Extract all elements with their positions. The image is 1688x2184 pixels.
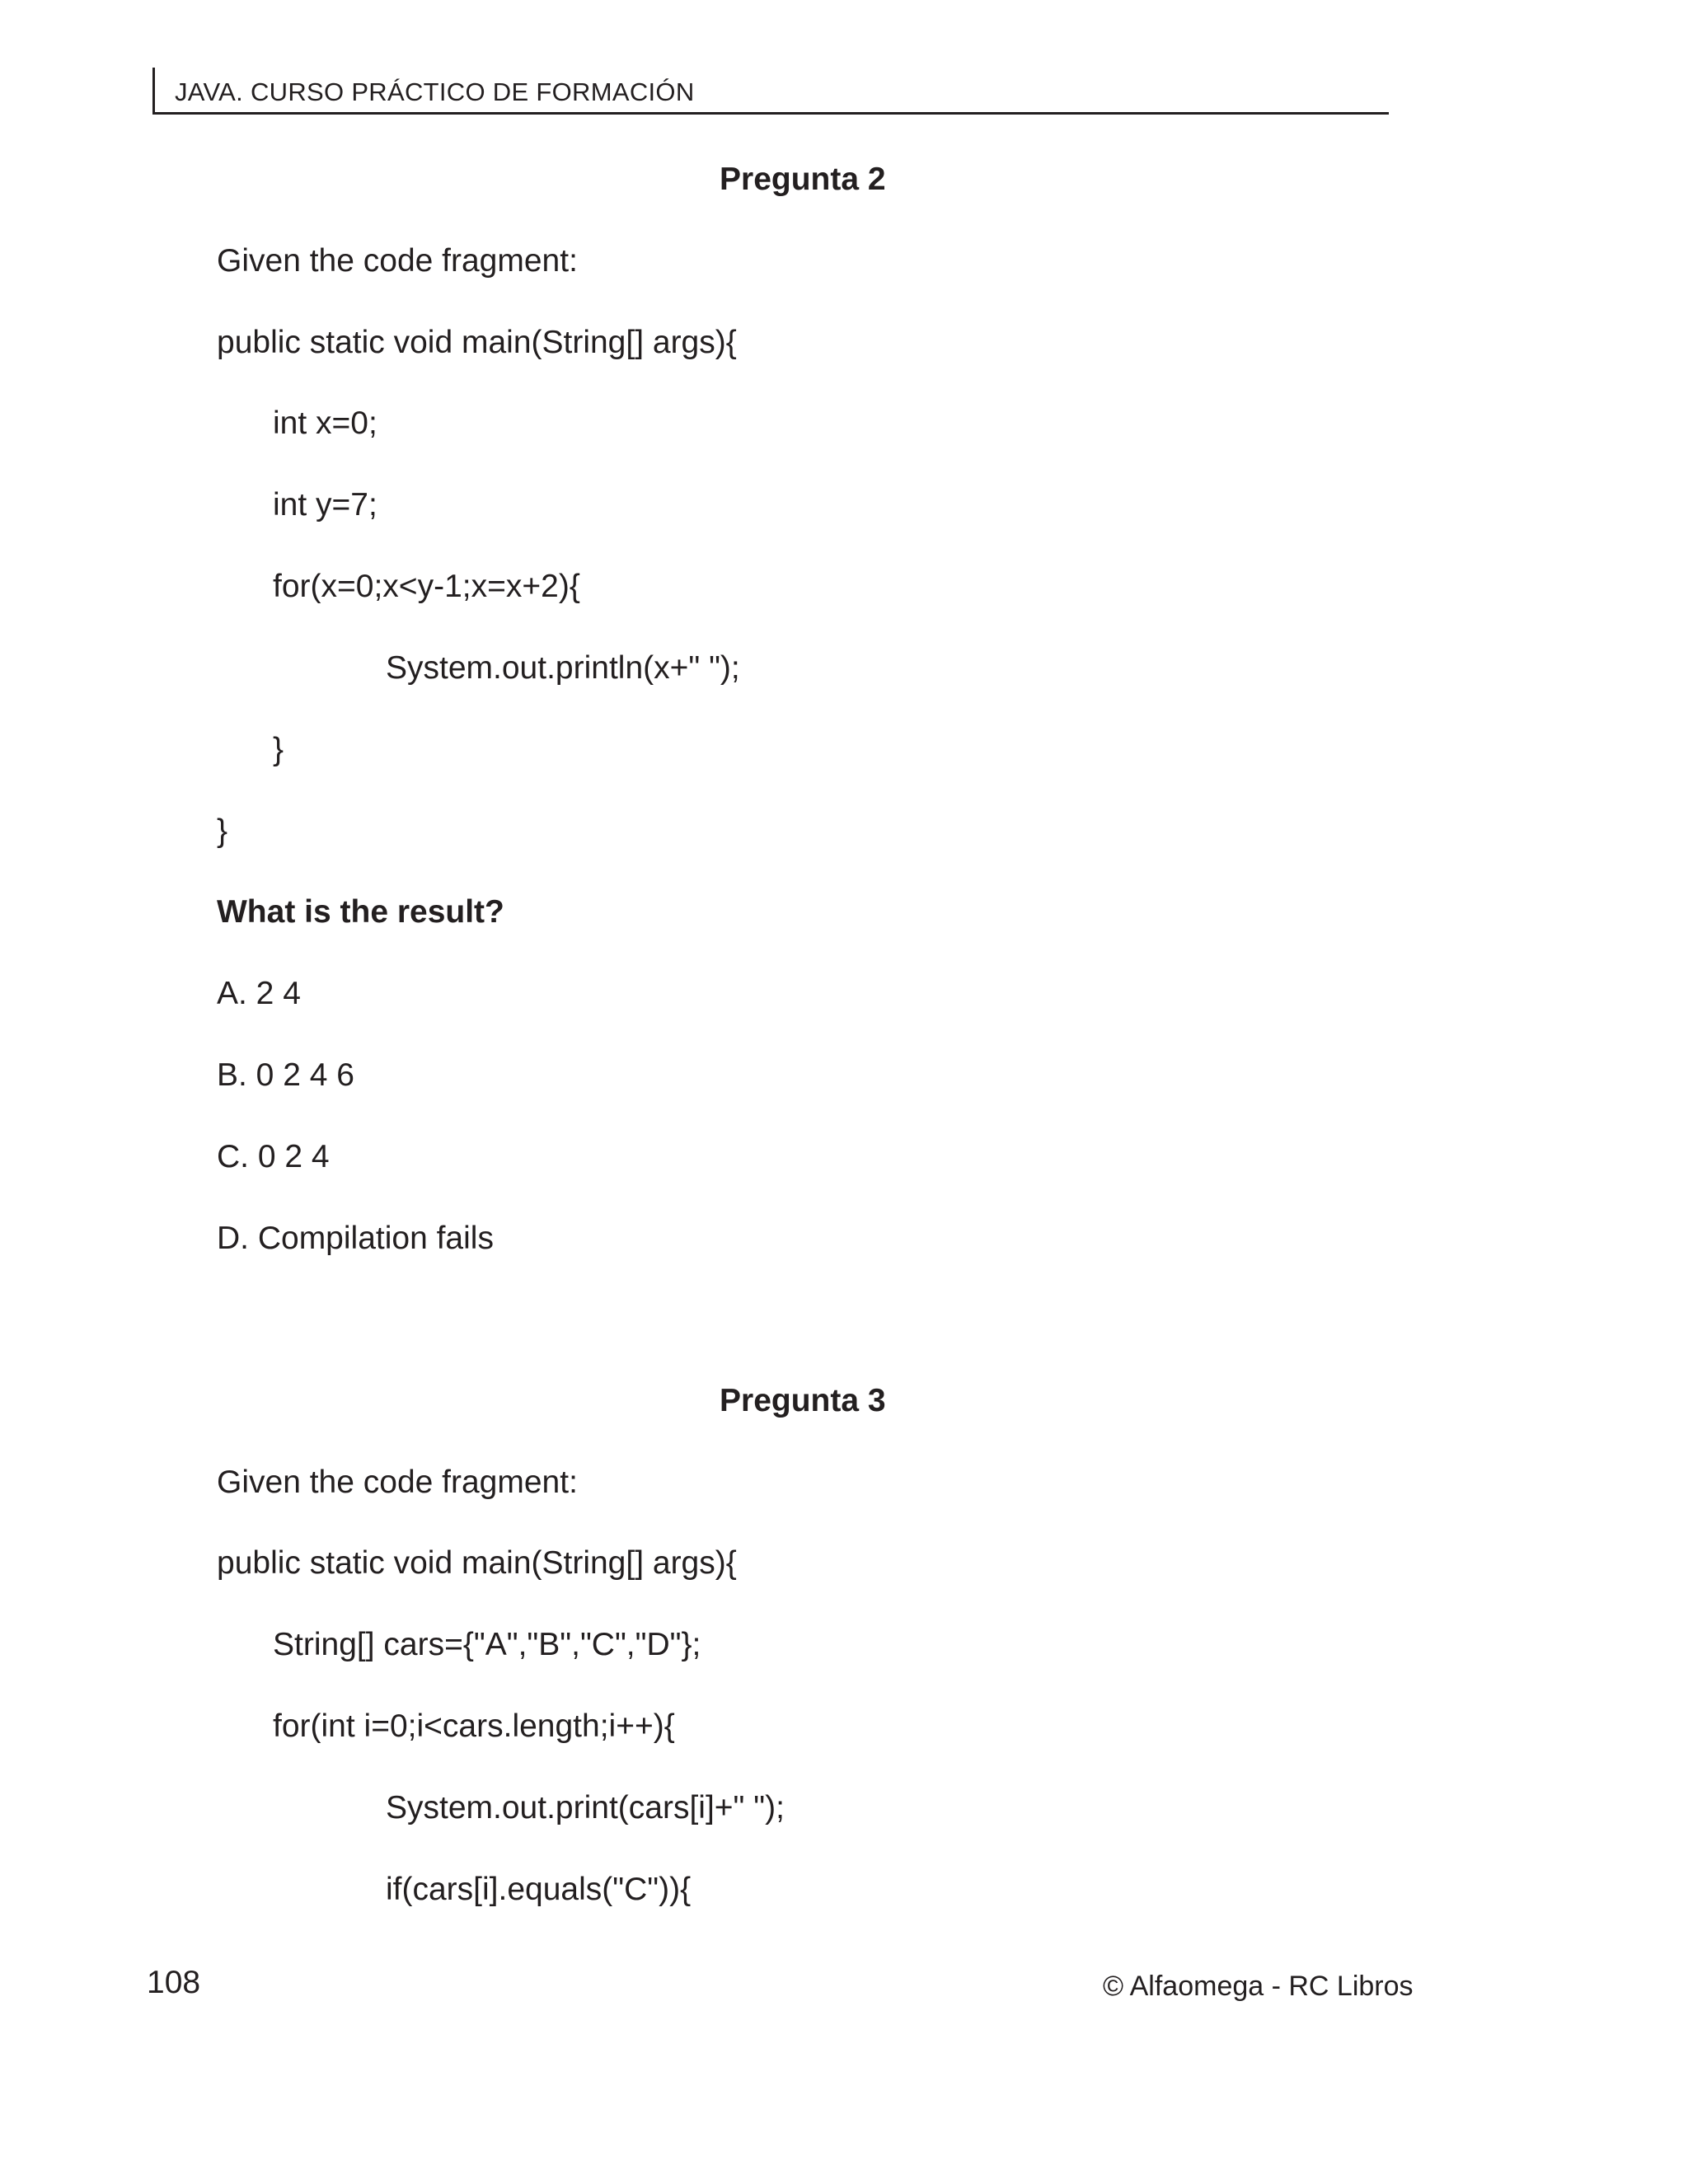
question-2-heading: Pregunta 2	[720, 162, 886, 197]
code-line: if(cars[i].equals("C")){	[386, 1872, 692, 1907]
code-line: int y=7;	[273, 487, 377, 523]
code-line: int x=0;	[273, 405, 377, 441]
question-3-heading: Pregunta 3	[720, 1383, 886, 1418]
question-2-intro: Given the code fragment:	[217, 243, 578, 279]
code-line: String[] cars={"A","B","C","D"};	[273, 1627, 701, 1662]
answer-option-c: C. 0 2 4	[217, 1139, 330, 1174]
code-line: for(x=0;x<y-1;x=x+2){	[273, 569, 580, 604]
copyright-notice: © Alfaomega - RC Libros	[1103, 1971, 1414, 2002]
running-title: JAVA. CURSO PRÁCTICO DE FORMACIÓN	[175, 77, 695, 106]
answer-option-a: A. 2 4	[217, 976, 301, 1011]
answer-option-d: D. Compilation fails	[217, 1221, 494, 1256]
answer-option-b: B. 0 2 4 6	[217, 1057, 354, 1093]
code-line: for(int i=0;i<cars.length;i++){	[273, 1708, 675, 1744]
code-line: System.out.print(cars[i]+" ");	[386, 1790, 785, 1825]
code-line: public static void main(String[] args){	[217, 325, 737, 360]
code-line: System.out.println(x+" ");	[386, 650, 740, 686]
code-line: }	[273, 732, 284, 767]
code-line: public static void main(String[] args){	[217, 1545, 737, 1581]
question-3-intro: Given the code fragment:	[217, 1465, 578, 1500]
question-2-prompt: What is the result?	[217, 894, 504, 930]
page-number: 108	[147, 1965, 201, 2000]
code-line: }	[217, 813, 228, 849]
